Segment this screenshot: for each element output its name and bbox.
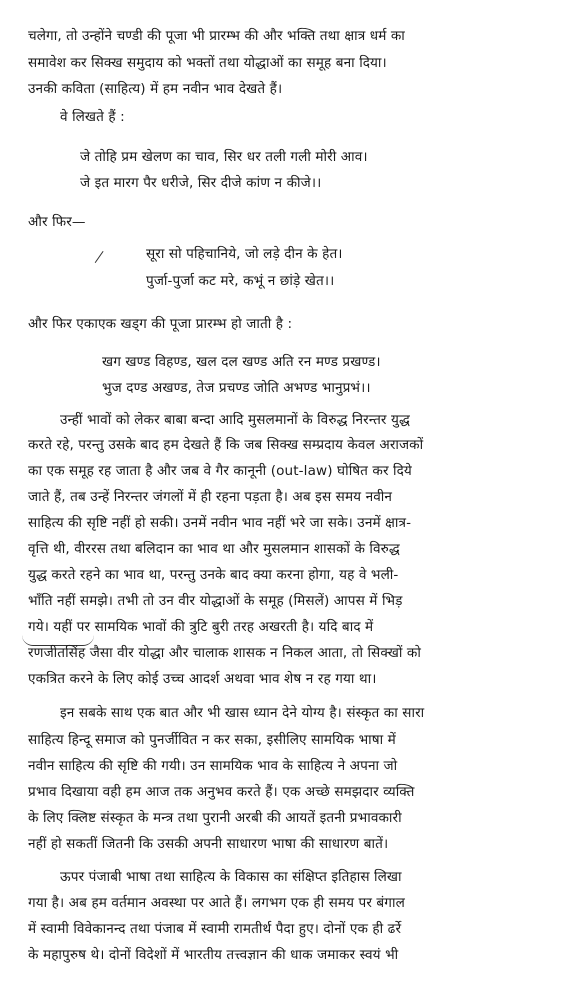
text-segment: नहीं हो सकतीं जितनी कि उसकी [28, 836, 193, 852]
verse-line: खग खण्ड विहण्ड, खल दल खण्ड अति रन मण्ड प्रखण्ड। [102, 354, 381, 370]
text-line: साहित्य की सृष्टि नहीं हो सकी। उनमें नवीन भाव नहीं भरे जा सके। उनमें क्षात्र- [28, 515, 412, 531]
text-line: साहित्य हिन्दू समाज को पुनर्जीवित न कर सका, इसीलिए सामयिक भाषा में [28, 732, 396, 748]
intro-line: वे लिखते हैं : [60, 109, 125, 125]
verse-line: जे तोहि प्रम खेलण का चाव, सिर धर तली गली मोरी आव। [80, 149, 368, 165]
text-line: एकत्रित करने के लिए कोई उच्च आदर्श अथवा भाव शेष न रह गया था। [28, 671, 377, 687]
text-line: गया है। अब हम वर्तमान अवस्था पर आते हैं। लगभग एक ही समय पर बंगाल [28, 895, 405, 911]
text-line: चलेगा, तो उन्होंने चण्डी की पूजा भी प्रारम्भ की और भक्ति तथा क्षात्र धर्म का [28, 28, 405, 44]
text-segment: यहीं पर सामयिक भावों की त्रुटि बुरी तरह अखरती है। यदि बाद में [49, 619, 374, 635]
underlined-text: उनके बाद क्या करना होगा, यह वे भली- [199, 567, 399, 583]
ink-tick-mark [95, 251, 110, 267]
text-line: नवीन साहित्य की सृष्टि की गयी। उन सामयिक भाव के साहित्य ने अपना जो [28, 758, 398, 774]
text-line: के लिए क्लिष्ट संस्कृत के मन्त्र तथा पुरानी अरबी की आयतें इतनी प्रभावकारी [28, 810, 402, 826]
underlined-text: गये। [28, 619, 49, 635]
text-line [28, 618, 550, 636]
underlined-text: अपनी साधारण भाषा की साधारण बातें। [192, 836, 389, 852]
text-line: उनकी कविता (साहित्य) में हम नवीन भाव देखते हैं। [28, 81, 283, 97]
verse-line: सूरा सो पहिचानिये, जो लड़े दीन के हेत। [146, 246, 343, 262]
underlined-text: एक अच्छे समझदार व्यक्ति [282, 784, 415, 800]
text-line: समावेश कर सिक्ख समुदाय को भक्तों तथा योद्धाओं का समूह बना दिया। [28, 55, 387, 71]
text-line: इन सबके साथ एक बात और भी खास ध्यान देने योग्य है। संस्कृत का सारा [60, 705, 425, 721]
intro-line: और फिर एकाएक खड्ग की पूजा प्रारम्भ हो जाती है : [28, 316, 293, 332]
text-line: रणजीतसिंह जैसा वीर योद्धा और चालाक शासक न निकल आता, तो सिक्खों को [28, 645, 421, 661]
verse-line: भुज दण्ड अखण्ड, तेज प्रचण्ड जोति अभण्ड भानुप्रभं।। [102, 380, 371, 396]
intro-line: और फिर— [28, 214, 86, 230]
text-line: करते रहे, परन्तु उसके बाद हम देखते हैं कि जब सिक्ख सम्प्रदाय केवल अराजकों [28, 437, 424, 453]
underlined-text: भाँति नहीं समझे। [28, 593, 114, 609]
text-line [28, 566, 550, 584]
verse-line: पुर्जा-पुर्जा कट मरे, कभूं न छांड़े खेत।। [146, 273, 335, 289]
text-segment: युद्ध करते रहने का भाव था, परन्तु [28, 567, 200, 583]
text-line: ऊपर पंजाबी भाषा तथा साहित्य के विकास का संक्षिप्त इतिहास लिखा [60, 869, 402, 885]
text-line [28, 783, 550, 801]
text-line: जाते हैं, तब उन्हें निरन्तर जंगलों में ही रहना पड़ता है। अब इस समय नवीन [28, 489, 393, 505]
text-line [28, 592, 550, 610]
text-segment: प्रभाव दिखाया वही हम आज तक अनुभव करते हैं। [28, 784, 283, 800]
text-line: में स्वामी विवेकानन्द तथा पंजाब में स्वामी रामतीर्थ पैदा हुए। दोनों एक ही ढर्रे [28, 921, 402, 937]
text-line: का एक समूह रह जाता है और जब वे गैर कानूनी (out-law) घोषित कर दिये [28, 463, 412, 479]
text-segment: तभी तो उन वीर योद्धाओं के समूह (मिसलें) आपस में भिड़ [113, 593, 403, 609]
verse-line: जे इत मारग पैर धरीजे, सिर दीजे कांण न कीजे।। [80, 175, 322, 191]
text-line: उन्हीं भावों को लेकर बाबा बन्दा आदि मुसलमानों के विरुद्ध निरन्तर युद्ध [60, 412, 410, 428]
text-line: के महापुरुष थे। दोनों विदेशों में भारतीय तत्त्वज्ञान की धाक जमाकर स्वयं भी [28, 947, 399, 963]
text-line [28, 835, 550, 853]
text-line: वृत्ति थी, वीररस तथा बलिदान का भाव था और मुसलमान शासकों के विरुद्ध [28, 541, 400, 557]
